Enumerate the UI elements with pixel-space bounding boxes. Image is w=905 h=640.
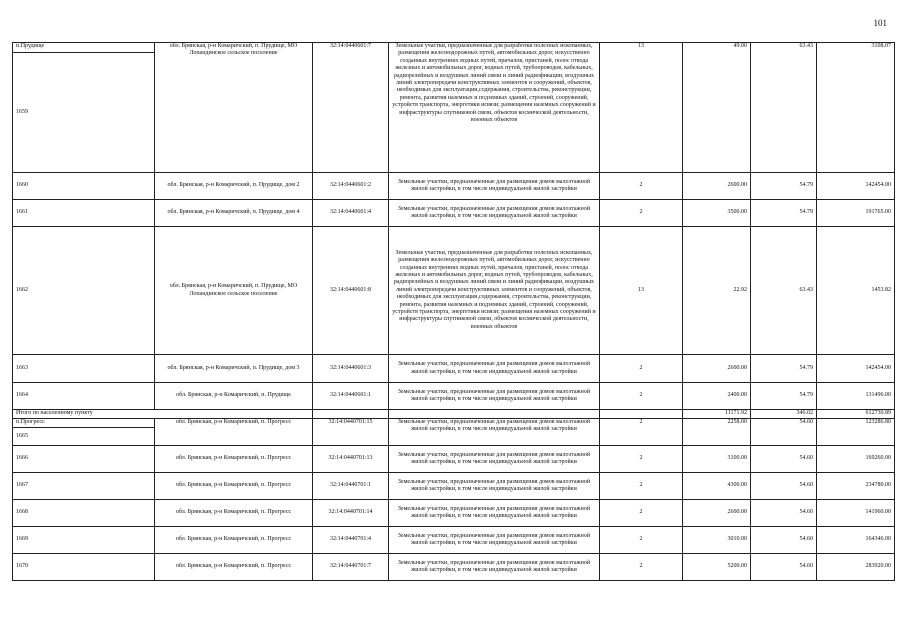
cadastral-number-cell: 32:14:0440701:15 — [313, 419, 389, 446]
area-cell: 2400.00 — [683, 383, 751, 410]
group-cell: 2 — [600, 500, 683, 527]
cadastral-number-cell: 32:14:0440601:4 — [313, 200, 389, 227]
page-number: 101 — [873, 18, 887, 28]
totals-label: Итого по населенному пункту — [13, 410, 313, 419]
group-cell: 2 — [600, 527, 683, 554]
cadastral-value-cell: 3108.07 — [817, 43, 895, 173]
cadastral-value-cell: 142454.00 — [817, 173, 895, 200]
rate-cell: 54.60 — [751, 419, 817, 446]
area-cell: 4300.00 — [683, 473, 751, 500]
row-number-cell: 1663 — [13, 355, 155, 383]
cadastral-number-cell: 32:14:0440601:1 — [313, 383, 389, 410]
cadastral-number-cell: 32:14:0440601:8 — [313, 227, 389, 355]
cadastral-value-cell: 1453.82 — [817, 227, 895, 355]
row-number-cell: 1666 — [13, 446, 155, 473]
cadastral-value-table — [12, 42, 895, 581]
row-number-cell: 1665 — [13, 428, 155, 446]
row-number-cell: 1661 — [13, 200, 155, 227]
cadastral-number-cell: 32:14:0440701:7 — [313, 554, 389, 581]
land-use-cell: Земельные участки, предназначенные для размещения домов малоэтажной жилой застройки, в том числе индивидуальной жилой застройки — [389, 200, 600, 227]
address-cell: обл. Брянская, р-н Комаричский, п. Прогресс — [155, 554, 313, 581]
cadastral-value-cell: 131496.00 — [817, 383, 895, 410]
address-cell: обл. Брянская, р-н Комаричский, п. Прогресс — [155, 446, 313, 473]
cadastral-number-cell: 32:14:0440701:13 — [313, 446, 389, 473]
area-cell: 5200.00 — [683, 554, 751, 581]
rate-cell: 54.79 — [751, 173, 817, 200]
cadastral-value-cell: 141960.00 — [817, 500, 895, 527]
group-cell: 2 — [600, 200, 683, 227]
totals-row — [13, 410, 895, 419]
address-cell: обл. Брянская, р-н Комаричский, п. Прогресс — [155, 500, 313, 527]
cadastral-number-cell: 32:14:0440701:1 — [313, 473, 389, 500]
address-cell: обл. Брянская, р-н Комаричский, п. Прудище, дом 2 — [155, 173, 313, 200]
table-row — [13, 383, 895, 410]
cadastral-value-cell: 169260.00 — [817, 446, 895, 473]
rate-cell: 54.60 — [751, 554, 817, 581]
land-use-cell: Земельные участки, предназначенные для размещения домов малоэтажной жилой застройки, в том числе индивидуальной жилой застройки — [389, 473, 600, 500]
land-use-cell: Земельные участки, предназначенные для разработки полезных ископаемых, размещения железнодорожных путей, автомобильных дорог, искусственно созданных внутренних водных путей, причалов, пристаней, полос отвода железных и автомобильных дорог, водных путей, трубопроводов, кабельных, радиорелейных и воздушных линий связи и линий радиофикации, воздушных линий электропередачи конструктивных элементов и сооружений, объектов, необходимых для эксплуатации,содержания, строительства, реконструкции, ремонта, развития наземных и подземных зданий, строений, сооружений, устройств транспорта, энергетики исвязи; размещения наземных сооружений и инфраструктуры спутниковой связи, объектов космической деятельности, военных объектов — [389, 227, 600, 355]
land-use-cell: Земельные участки, предназначенные для размещения домов малоэтажной жилой застройки, в том числе индивидуальной жилой застройки — [389, 419, 600, 446]
cadastral-value-cell: 164346.00 — [817, 527, 895, 554]
rate-cell: 54.79 — [751, 200, 817, 227]
table-row — [13, 173, 895, 200]
rate-cell: 54.60 — [751, 446, 817, 473]
land-use-cell: Земельные участки, предназначенные для размещения домов малоэтажной жилой застройки, в том числе индивидуальной жилой застройки — [389, 383, 600, 410]
rate-cell: 54.60 — [751, 473, 817, 500]
address-cell: обл. Брянская, р-н Комаричский, п. Прудище — [155, 383, 313, 410]
group-cell: 2 — [600, 383, 683, 410]
address-cell: обл. Брянская, р-н Комаричский, п. Прудище, МО Лопандинское сельское поселение — [155, 227, 313, 355]
land-use-cell: Земельные участки, предназначенные для размещения домов малоэтажной жилой застройки, в том числе индивидуальной жилой застройки — [389, 500, 600, 527]
area-cell: 2600.00 — [683, 500, 751, 527]
cadastral-value-cell: 234780.00 — [817, 473, 895, 500]
group-cell: 13 — [600, 43, 683, 173]
empty-cell — [600, 410, 683, 419]
row-number-cell: 1669 — [13, 527, 155, 554]
area-cell: 2600.00 — [683, 355, 751, 383]
land-use-cell: Земельные участки, предназначенные для разработки полезных ископаемых, размещения железнодорожных путей, автомобильных дорог, искусственно созданных внутренних водных путей, причалов, пристаней, полос отвода железных и автомобильных дорог, водных путей, трубопроводов, кабельных, радиорелейных и воздушных линий связи и линий радиофикации, воздушных линий электропередачи конструктивных элементов и сооружений, объектов, необходимых для эксплуатации,содержания, строительства, реконструкции, ремонта, развития наземных и подземных зданий, строений, сооружений, устройств транспорта, энергетики исвязи; размещения наземных сооружений и инфраструктуры спутниковой связи, объектов космической деятельности, военных объектов — [389, 43, 600, 173]
rate-cell: 54.60 — [751, 500, 817, 527]
address-cell: обл. Брянская, р-н Комаричский, п. Прогресс — [155, 473, 313, 500]
cadastral-value-cell: 283920.00 — [817, 554, 895, 581]
address-cell: обл. Брянская, р-н Комаричский, п. Прогресс — [155, 419, 313, 446]
row-number-cell: 1670 — [13, 554, 155, 581]
land-use-cell: Земельные участки, предназначенные для размещения домов малоэтажной жилой застройки, в том числе индивидуальной жилой застройки — [389, 554, 600, 581]
table-row — [13, 500, 895, 527]
land-use-cell: Земельные участки, предназначенные для размещения домов малоэтажной жилой застройки, в том числе индивидуальной жилой застройки — [389, 527, 600, 554]
land-use-cell: Земельные участки, предназначенные для размещения домов малоэтажной жилой застройки, в том числе индивидуальной жилой застройки — [389, 355, 600, 383]
rate-cell: 54.79 — [751, 383, 817, 410]
area-cell: 3010.00 — [683, 527, 751, 554]
section-label-progress: п.Прогресс — [13, 419, 155, 428]
area-cell: 3500.00 — [683, 200, 751, 227]
address-cell: обл. Брянская, р-н Комаричский, п. Прудище, дом 4 — [155, 200, 313, 227]
area-cell: 2600.00 — [683, 173, 751, 200]
cadastral-value-cell: 142454.00 — [817, 355, 895, 383]
rate-cell: 63.43 — [751, 227, 817, 355]
cadastral-value-cell: 191765.00 — [817, 200, 895, 227]
table-row — [13, 446, 895, 473]
address-cell: обл. Брянская, р-н Комаричский, п. Прудище, МО Лопандинское сельское поселение — [155, 43, 313, 173]
total-area-cell: 11171.92 — [683, 410, 751, 419]
land-use-cell: Земельные участки, предназначенные для размещения домов малоэтажной жилой застройки, в том числе индивидуальной жилой застройки — [389, 173, 600, 200]
area-cell: 2258.00 — [683, 419, 751, 446]
area-cell: 3100.00 — [683, 446, 751, 473]
cadastral-number-cell: 32:14:0440701:4 — [313, 527, 389, 554]
cadastral-number-cell: 32:14:0440601:2 — [313, 173, 389, 200]
group-cell: 2 — [600, 554, 683, 581]
cadastral-value-cell: 123286.80 — [817, 419, 895, 446]
table-row — [13, 527, 895, 554]
table-row — [13, 554, 895, 581]
area-cell: 22.92 — [683, 227, 751, 355]
rate-cell: 54.60 — [751, 527, 817, 554]
group-cell: 2 — [600, 446, 683, 473]
row-number-cell: 1668 — [13, 500, 155, 527]
total-value-cell: 612730.89 — [817, 410, 895, 419]
rate-cell: 63.43 — [751, 43, 817, 173]
land-use-cell: Земельные участки, предназначенные для размещения домов малоэтажной жилой застройки, в том числе индивидуальной жилой застройки — [389, 446, 600, 473]
group-cell: 2 — [600, 355, 683, 383]
rate-cell: 54.79 — [751, 355, 817, 383]
row-number-cell: 1662 — [13, 227, 155, 355]
group-cell: 13 — [600, 227, 683, 355]
address-cell: обл. Брянская, р-н Комаричский, п. Прогресс — [155, 527, 313, 554]
area-cell: 49.00 — [683, 43, 751, 173]
row-number-cell: 1660 — [13, 173, 155, 200]
table-row — [13, 473, 895, 500]
table-row — [13, 227, 895, 355]
empty-cell — [313, 410, 389, 419]
section-label-prudishche: п.Прудище — [13, 43, 155, 53]
table-row — [13, 355, 895, 383]
group-cell: 2 — [600, 419, 683, 446]
row-number-cell: 1664 — [13, 383, 155, 410]
empty-cell — [389, 410, 600, 419]
cadastral-number-cell: 32:14:0440701:14 — [313, 500, 389, 527]
group-cell: 2 — [600, 173, 683, 200]
row-number-cell: 1667 — [13, 473, 155, 500]
cadastral-number-cell: 32:14:0440601:7 — [313, 43, 389, 173]
row-number-cell: 1659 — [13, 53, 155, 173]
table-row — [13, 200, 895, 227]
total-rate-cell: 346.02 — [751, 410, 817, 419]
group-cell: 2 — [600, 473, 683, 500]
address-cell: обл. Брянская, р-н Комаричский, п. Прудище, дом 3 — [155, 355, 313, 383]
cadastral-number-cell: 32:14:0440601:3 — [313, 355, 389, 383]
